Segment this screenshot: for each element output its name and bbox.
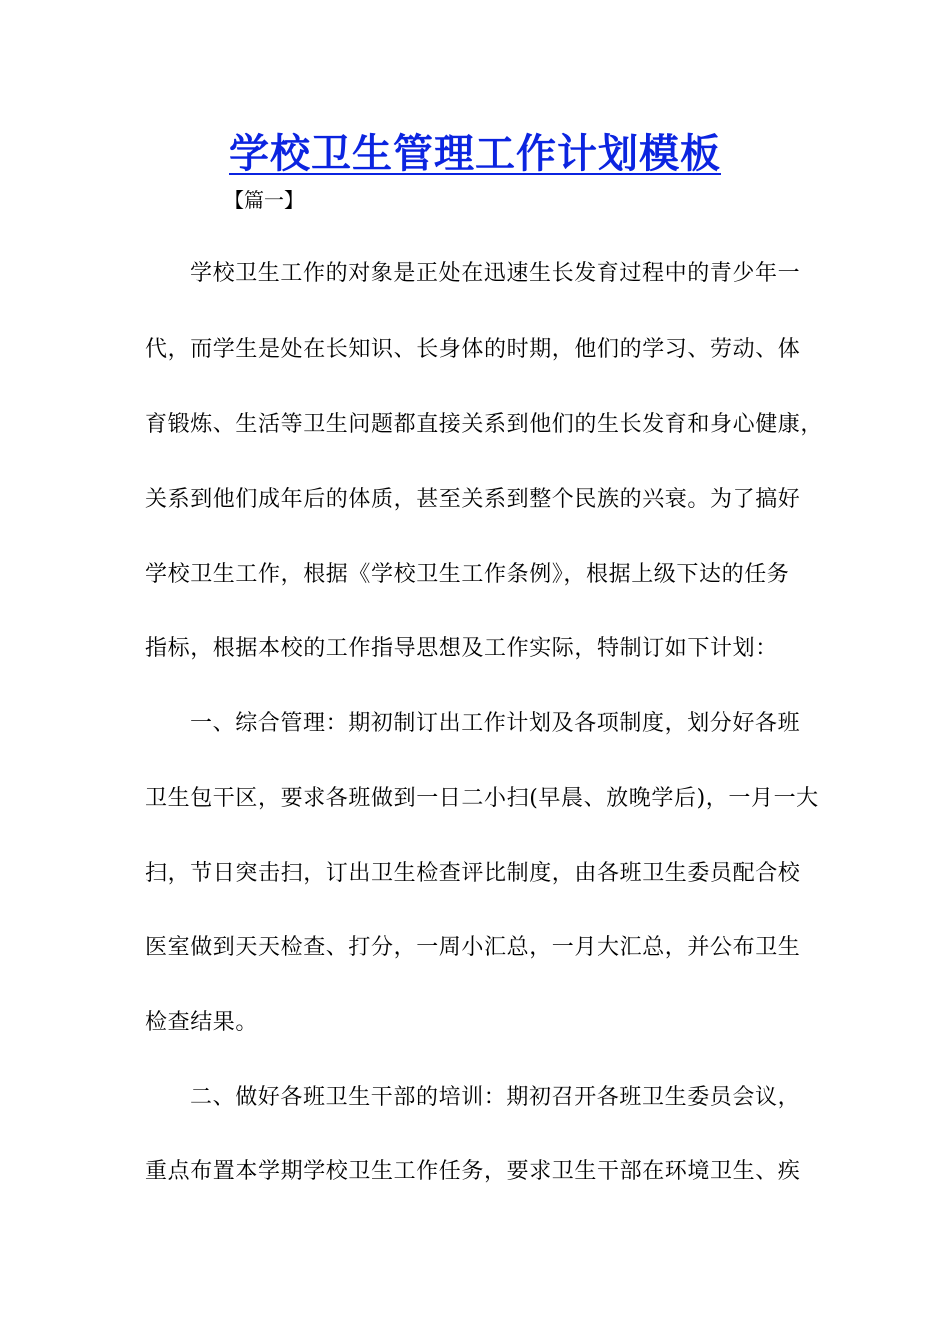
document-title-link[interactable]: 学校卫生管理工作计划模板 bbox=[229, 130, 721, 177]
paragraph-line: 卫生包干区，要求各班做到一日二小扫(早晨、放晚学后)，一月一大 bbox=[145, 786, 819, 811]
paragraph-line: 学校卫生工作，根据《学校卫生工作条例》，根据上级下达的任务 bbox=[145, 562, 790, 587]
paragraph-line: 二、做好各班卫生干部的培训：期初召开各班卫生委员会议， bbox=[190, 1085, 801, 1110]
paragraph-line: 重点布置本学期学校卫生工作任务，要求卫生干部在环境卫生、疾 bbox=[145, 1159, 801, 1184]
document-title bbox=[0, 126, 950, 182]
paragraph-line: 扫，节日突击扫，订出卫生检查评比制度，由各班卫生委员配合校 bbox=[145, 861, 801, 886]
section-label: 【篇一】 bbox=[224, 188, 304, 212]
paragraph-line: 育锻炼、生活等卫生问题都直接关系到他们的生长发育和身心健康， bbox=[145, 412, 824, 437]
paragraph-line: 关系到他们成年后的体质，甚至关系到整个民族的兴衰。为了搞好 bbox=[145, 487, 801, 512]
paragraph-line: 一、综合管理：期初制订出工作计划及各项制度，划分好各班 bbox=[190, 711, 801, 736]
paragraph-line: 指标，根据本校的工作指导思想及工作实际，特制订如下计划： bbox=[145, 636, 778, 661]
paragraph-line: 医室做到天天检查、打分，一周小汇总，一月大汇总，并公布卫生 bbox=[145, 935, 801, 960]
paragraph-line: 检查结果。 bbox=[145, 1010, 259, 1035]
paragraph-line: 学校卫生工作的对象是正处在迅速生长发育过程中的青少年一 bbox=[190, 261, 801, 286]
paragraph-line: 代，而学生是处在长知识、长身体的时期，他们的学习、劳动、体 bbox=[145, 337, 801, 362]
